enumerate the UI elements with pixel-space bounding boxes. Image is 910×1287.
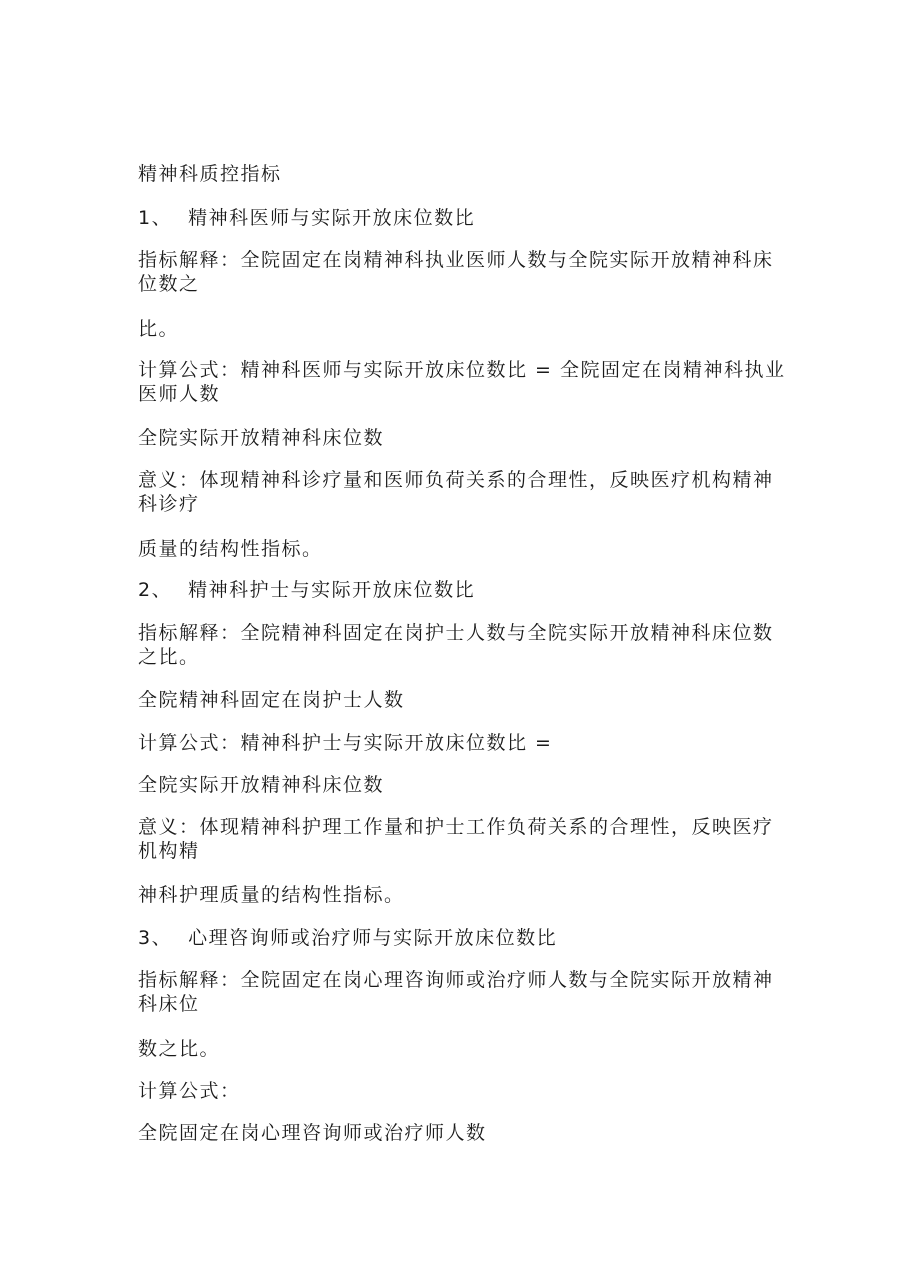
section-3-formula: 计算公式： [138,1080,241,1102]
section-2-meaning-cont: 神科护理质量的结构性指标。 [138,884,405,906]
section-1-formula: 计算公式：精神科医师与实际开放床位数比 = 全院固定在岗精神科执业医师人数 [138,359,786,405]
section-1-number: 1、 [138,207,173,229]
section-1-definition-cont: 比。 [138,318,180,340]
section-3-heading [138,926,788,950]
section-1-heading [138,206,788,230]
section-3-number: 3、 [138,927,173,949]
section-3-definition-cont: 数之比。 [138,1038,221,1060]
section-2-formula: 计算公式：精神科护士与实际开放床位数比 = [138,732,553,754]
section-3-formula-numerator: 全院固定在岗心理咨询师或治疗师人数 [138,1122,487,1144]
section-1-meaning: 意义：体现精神科诊疗量和医师负荷关系的合理性，反映医疗机构精神科诊疗 [138,469,774,515]
section-3-heading-text: 心理咨询师或治疗师与实际开放床位数比 [188,927,558,949]
section-2-heading [138,578,788,602]
document-title: 精神科质控指标 [138,163,282,185]
section-1-meaning-cont: 质量的结构性指标。 [138,538,323,560]
section-2-definition: 指标解释：全院精神科固定在岗护士人数与全院实际开放精神科床位数之比。 [138,622,774,668]
section-3-definition: 指标解释：全院固定在岗心理咨询师或治疗师人数与全院实际开放精神科床位 [138,969,774,1015]
section-2-formula-denominator: 全院实际开放精神科床位数 [138,774,385,796]
section-1-formula-denominator: 全院实际开放精神科床位数 [138,427,385,449]
section-2-number: 2、 [138,579,173,601]
section-2-heading-text: 精神科护士与实际开放床位数比 [188,579,476,601]
section-1-heading-text: 精神科医师与实际开放床位数比 [188,207,476,229]
section-1-definition: 指标解释：全院固定在岗精神科执业医师人数与全院实际开放精神科床位数之 [138,249,774,295]
section-2-formula-numerator: 全院精神科固定在岗护士人数 [138,689,405,711]
section-2-meaning: 意义：体现精神科护理工作量和护士工作负荷关系的合理性，反映医疗机构精 [138,816,774,862]
